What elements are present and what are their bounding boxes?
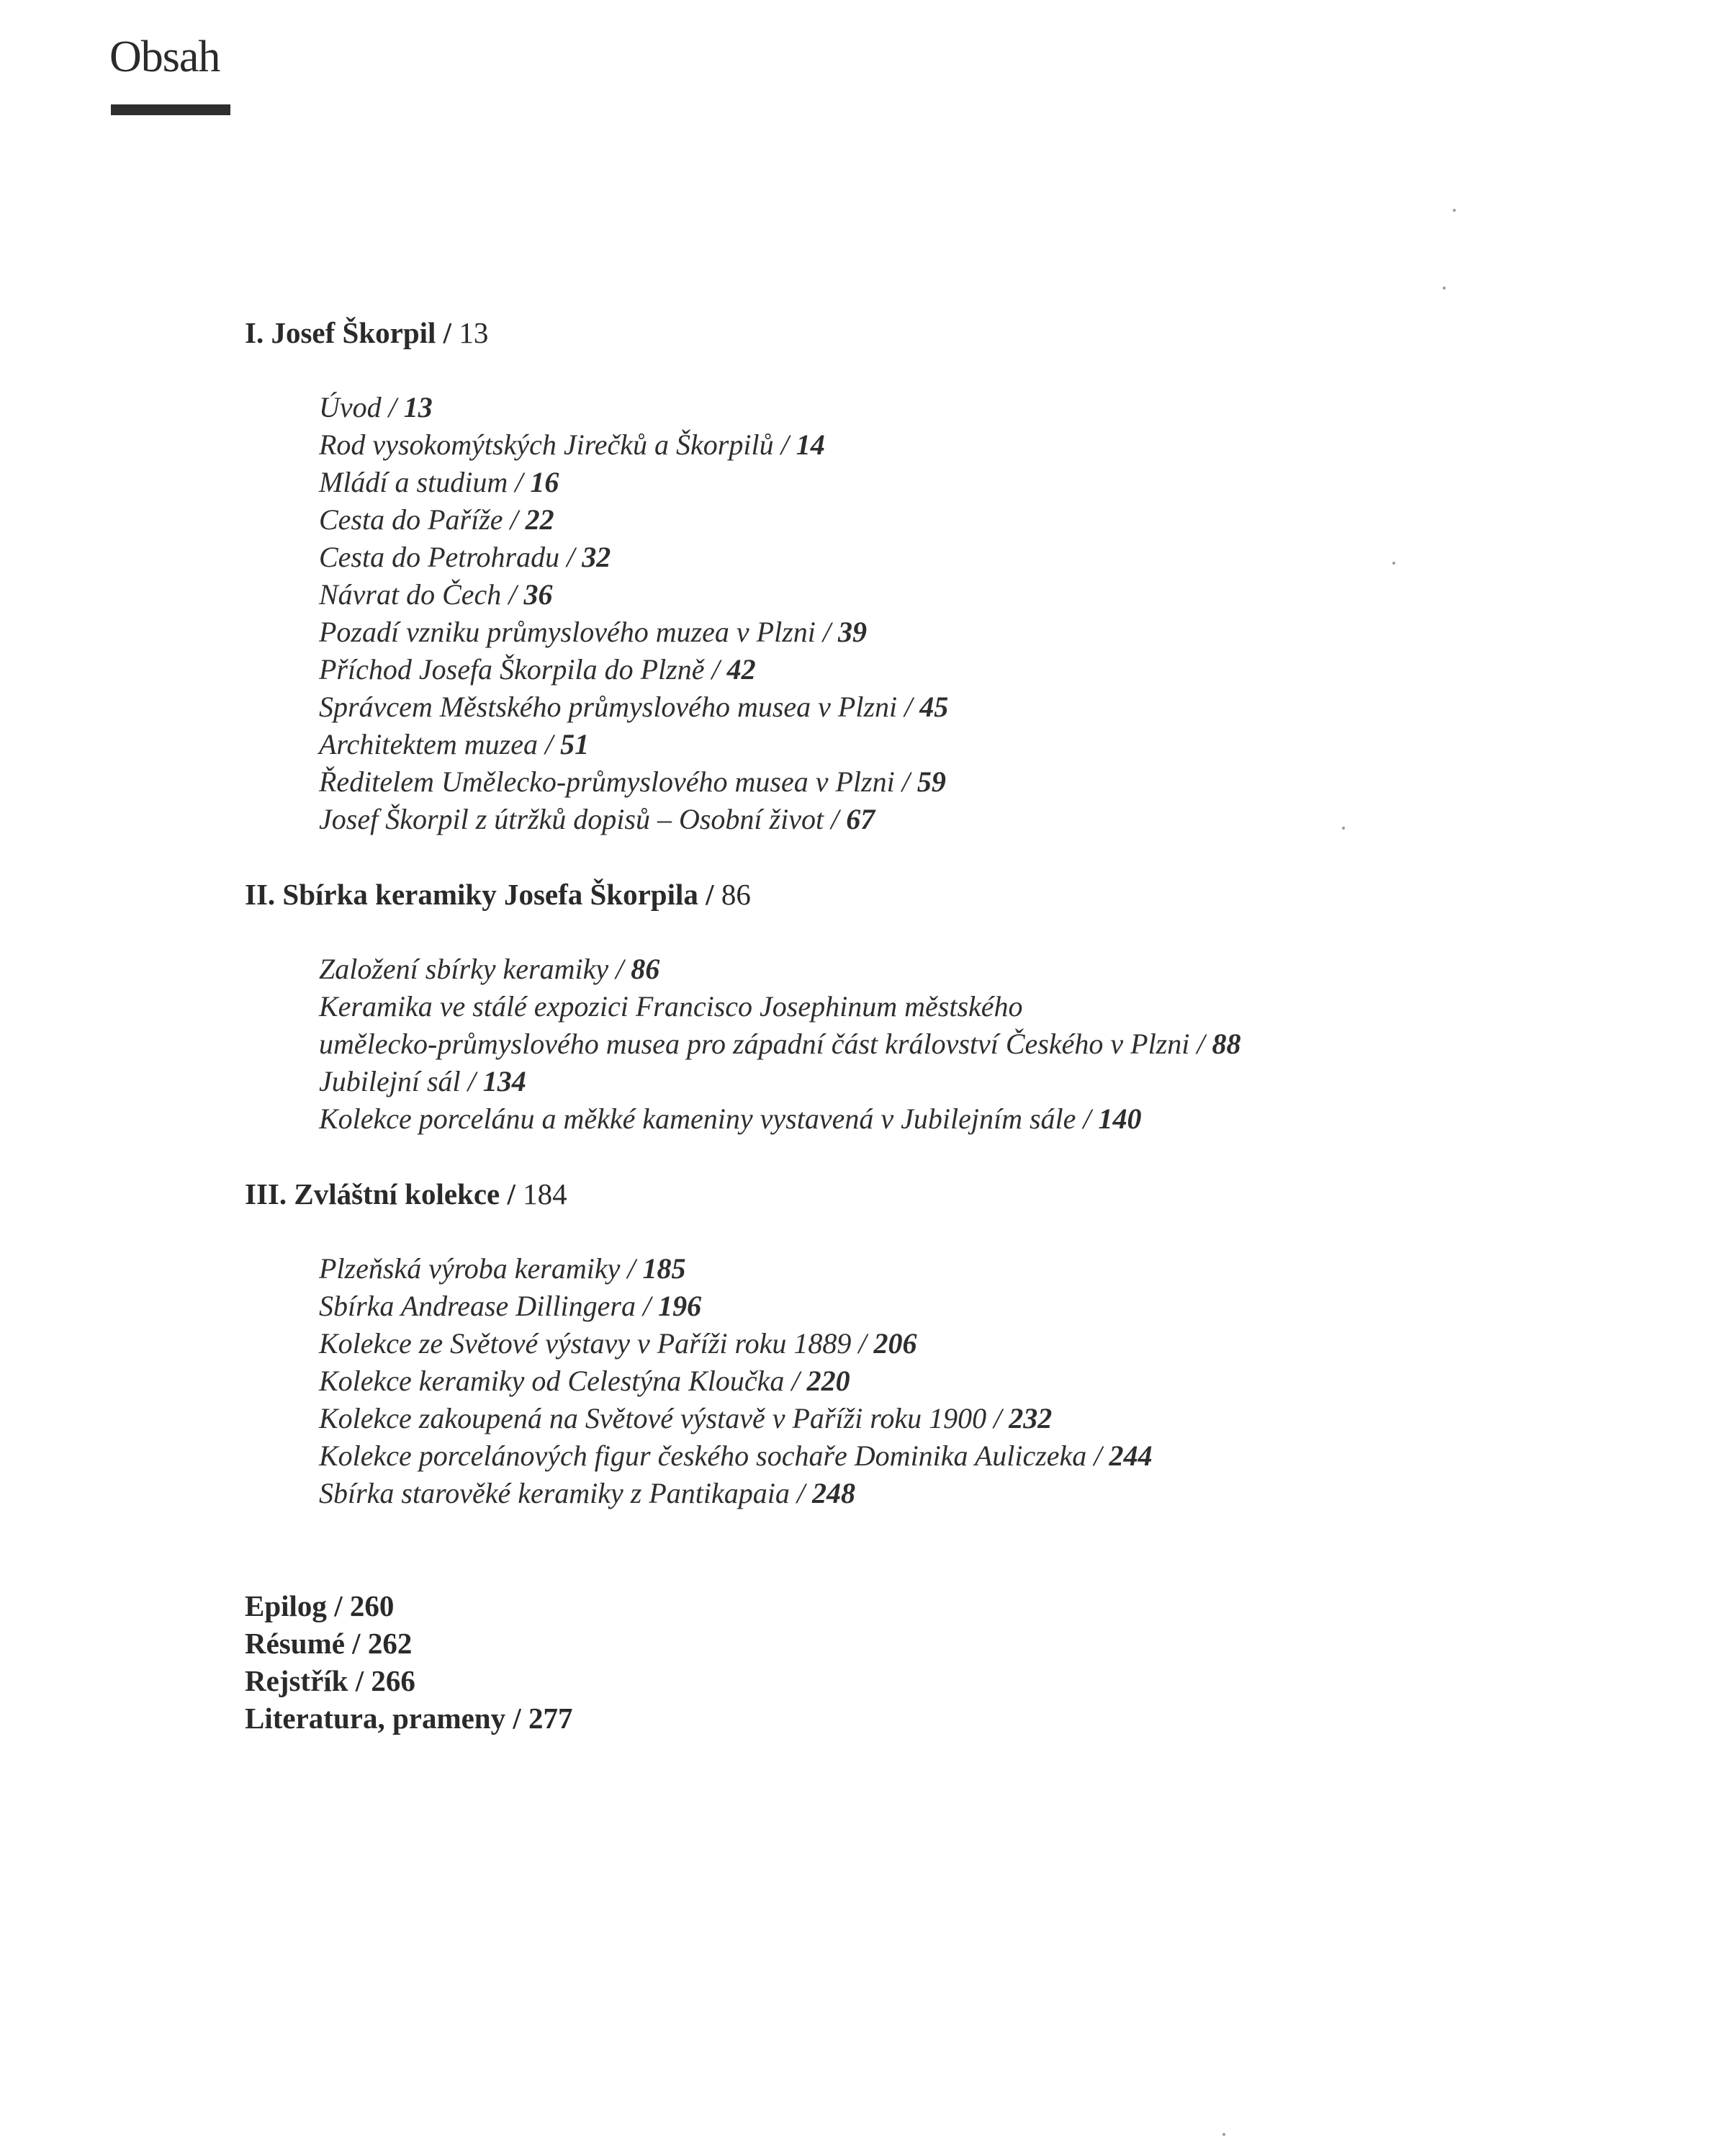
back-matter-entry[interactable]: Epilog / 260 [245, 1589, 395, 1622]
chapter-label: Sbírka starověké keramiky z Pantikapaia [319, 1477, 790, 1509]
chapter-label: Příchod Josefa Škorpila do Plzně [319, 653, 705, 686]
back-matter-label: Rejstřík [245, 1664, 348, 1697]
chapter-page: 140 [1098, 1102, 1142, 1135]
chapter-label: Návrat do Čech [319, 578, 502, 611]
back-matter-page: 266 [371, 1664, 415, 1697]
back-matter-label: Résumé [245, 1627, 345, 1660]
chapter-page: 16 [530, 466, 559, 498]
chapter-entry[interactable]: Architektem muzea / 51 [319, 728, 590, 760]
chapter-page: 36 [523, 578, 553, 611]
back-matter-page: 260 [349, 1589, 395, 1622]
back-matter-entry[interactable]: Literatura, prameny / 277 [245, 1702, 573, 1735]
chapter-label: Ředitelem Umělecko-průmyslového musea v Plzni [319, 765, 895, 798]
chapter-page: 22 [525, 503, 554, 536]
back-matter-label: Literatura, prameny [245, 1702, 506, 1735]
chapter-entry[interactable]: Cesta do Paříže / 22 [319, 503, 554, 536]
toc-sections [245, 314, 1613, 1512]
chapter-label: Založení sbírky keramiky [319, 953, 609, 985]
section-heading-page: 13 [459, 316, 489, 349]
chapter-list [319, 389, 1613, 838]
speck [1342, 827, 1345, 830]
speck [1222, 2133, 1225, 2136]
chapter-label: Mládí a studium [319, 466, 508, 498]
chapter-page: 42 [726, 653, 756, 686]
chapter-entry[interactable]: Kolekce porcelánu a měkké kameniny vystavená v Jubilejním sále / 140 [319, 1102, 1142, 1135]
chapter-entry[interactable]: umělecko-průmyslového musea pro západní část království Českého v Plzni / 88 [319, 1028, 1241, 1060]
toc-section [245, 314, 1613, 838]
chapter-entry[interactable]: Založení sbírky keramiky / 86 [319, 953, 660, 985]
chapter-entry[interactable]: Josef Škorpil z útržků dopisů – Osobní život / 67 [319, 803, 875, 835]
section-heading-label: II. Sbírka keramiky Josefa Škorpila [245, 878, 698, 911]
chapter-entry[interactable]: Úvod / 13 [319, 391, 433, 423]
chapter-page: 196 [658, 1290, 702, 1322]
chapter-entry[interactable]: Cesta do Petrohradu / 32 [319, 541, 611, 573]
chapter-entry[interactable]: Rod vysokomýtských Jirečků a Škorpilů / 14 [319, 428, 825, 461]
chapter-entry[interactable]: Plzeňská výroba keramiky / 185 [319, 1252, 686, 1285]
chapter-label: Správcem Městského průmyslového musea v Plzni [319, 691, 898, 723]
page-title: Obsah [109, 32, 220, 81]
chapter-label: Kolekce keramiky od Celestýna Kloučka [319, 1365, 785, 1397]
back-matter-page: 262 [367, 1627, 413, 1660]
chapter-label: Jubilejní sál [319, 1065, 461, 1097]
chapter-label: Keramika ve stálé expozici Francisco Josephinum městského [319, 990, 1023, 1023]
chapter-entry[interactable]: Kolekce keramiky od Celestýna Kloučka / 220 [319, 1365, 850, 1397]
title-rule [111, 104, 230, 115]
back-matter-entry[interactable]: Résumé / 262 [245, 1627, 413, 1660]
chapter-page: 134 [482, 1065, 526, 1097]
chapter-entry[interactable]: Návrat do Čech / 36 [319, 578, 553, 611]
section-heading[interactable]: II. Sbírka keramiky Josefa Škorpila / 86 [245, 878, 751, 911]
chapter-label: Rod vysokomýtských Jirečků a Škorpilů [319, 428, 774, 461]
section-heading-page: 86 [721, 878, 751, 911]
chapter-label: Kolekce zakoupená na Světové výstavě v Paříži roku 1900 [319, 1402, 987, 1434]
chapter-page: 88 [1212, 1028, 1241, 1060]
chapter-label: Architektem muzea [319, 728, 538, 760]
chapter-page: 13 [403, 391, 433, 423]
chapter-label: Kolekce porcelánu a měkké kameniny vystavená v Jubilejním sále [319, 1102, 1076, 1135]
chapter-label: Kolekce ze Světové výstavy v Paříži roku 1889 [319, 1327, 852, 1360]
chapter-label: Pozadí vzniku průmyslového muzea v Plzni [319, 616, 816, 648]
chapter-page: 86 [631, 953, 660, 985]
chapter-label: Úvod [319, 391, 382, 423]
section-heading-page: 184 [523, 1177, 567, 1210]
chapter-entry[interactable]: Jubilejní sál / 134 [319, 1065, 526, 1097]
chapter-label: Sbírka Andrease Dillingera [319, 1290, 636, 1322]
chapter-page: 39 [838, 616, 868, 648]
chapter-page: 59 [916, 765, 946, 798]
section-heading-label: I. Josef Škorpil [245, 316, 436, 349]
chapter-entry[interactable]: Ředitelem Umělecko-průmyslového musea v Plzni / 59 [319, 765, 946, 798]
chapter-list [319, 1250, 1613, 1512]
chapter-label: umělecko-průmyslového musea pro západní část království Českého v Plzni [319, 1028, 1190, 1060]
chapter-page: 32 [582, 541, 611, 573]
chapter-entry[interactable]: Správcem Městského průmyslového musea v Plzni / 45 [319, 691, 949, 723]
chapter-page: 45 [919, 691, 949, 723]
chapter-list [319, 951, 1613, 1138]
chapter-page: 206 [873, 1327, 917, 1360]
chapter-page: 232 [1009, 1402, 1053, 1434]
back-matter-entry[interactable]: Rejstřík / 266 [245, 1664, 415, 1697]
section-heading-label: III. Zvláštní kolekce [245, 1177, 500, 1210]
back-matter [245, 1587, 1613, 1737]
chapter-label: Josef Škorpil z útržků dopisů – Osobní život [319, 803, 824, 835]
back-matter-label: Epilog [245, 1589, 327, 1622]
chapter-label: Kolekce porcelánových figur českého sochaře Dominika Auliczeka [319, 1439, 1087, 1472]
speck [1443, 287, 1446, 289]
chapter-page: 220 [806, 1365, 850, 1397]
chapter-page: 248 [812, 1477, 856, 1509]
chapter-entry[interactable]: Sbírka starověké keramiky z Pantikapaia / 248 [319, 1477, 856, 1509]
chapter-label: Cesta do Petrohradu [319, 541, 560, 573]
section-heading[interactable]: I. Josef Škorpil / 13 [245, 316, 489, 349]
toc-section [245, 876, 1613, 1138]
chapter-page: 51 [560, 728, 590, 760]
chapter-label: Cesta do Paříže [319, 503, 503, 536]
table-of-contents [245, 314, 1613, 1737]
speck [1392, 562, 1395, 565]
chapter-page: 185 [642, 1252, 686, 1285]
chapter-entry[interactable]: Příchod Josefa Škorpila do Plzně / 42 [319, 653, 756, 686]
chapter-entry[interactable]: Kolekce porcelánových figur českého sochaře Dominika Auliczeka / 244 [319, 1439, 1153, 1472]
chapter-entry[interactable]: Pozadí vzniku průmyslového muzea v Plzni / 39 [319, 616, 868, 648]
back-matter-page: 277 [528, 1702, 573, 1735]
chapter-label: Plzeňská výroba keramiky [319, 1252, 621, 1285]
chapter-page: 244 [1109, 1439, 1153, 1472]
chapter-entry[interactable] [319, 988, 1613, 1025]
section-heading[interactable]: III. Zvláštní kolekce / 184 [245, 1177, 567, 1210]
toc-section [245, 1175, 1613, 1512]
chapter-entry[interactable]: Sbírka Andrease Dillingera / 196 [319, 1290, 702, 1322]
chapter-page: 14 [796, 428, 825, 461]
chapter-page: 67 [846, 803, 875, 835]
chapter-entry[interactable]: Mládí a studium / 16 [319, 466, 559, 498]
chapter-entry[interactable]: Kolekce ze Světové výstavy v Paříži roku 1889 / 206 [319, 1327, 917, 1360]
speck [1453, 209, 1456, 212]
chapter-entry[interactable]: Kolekce zakoupená na Světové výstavě v Paříži roku 1900 / 232 [319, 1402, 1053, 1434]
